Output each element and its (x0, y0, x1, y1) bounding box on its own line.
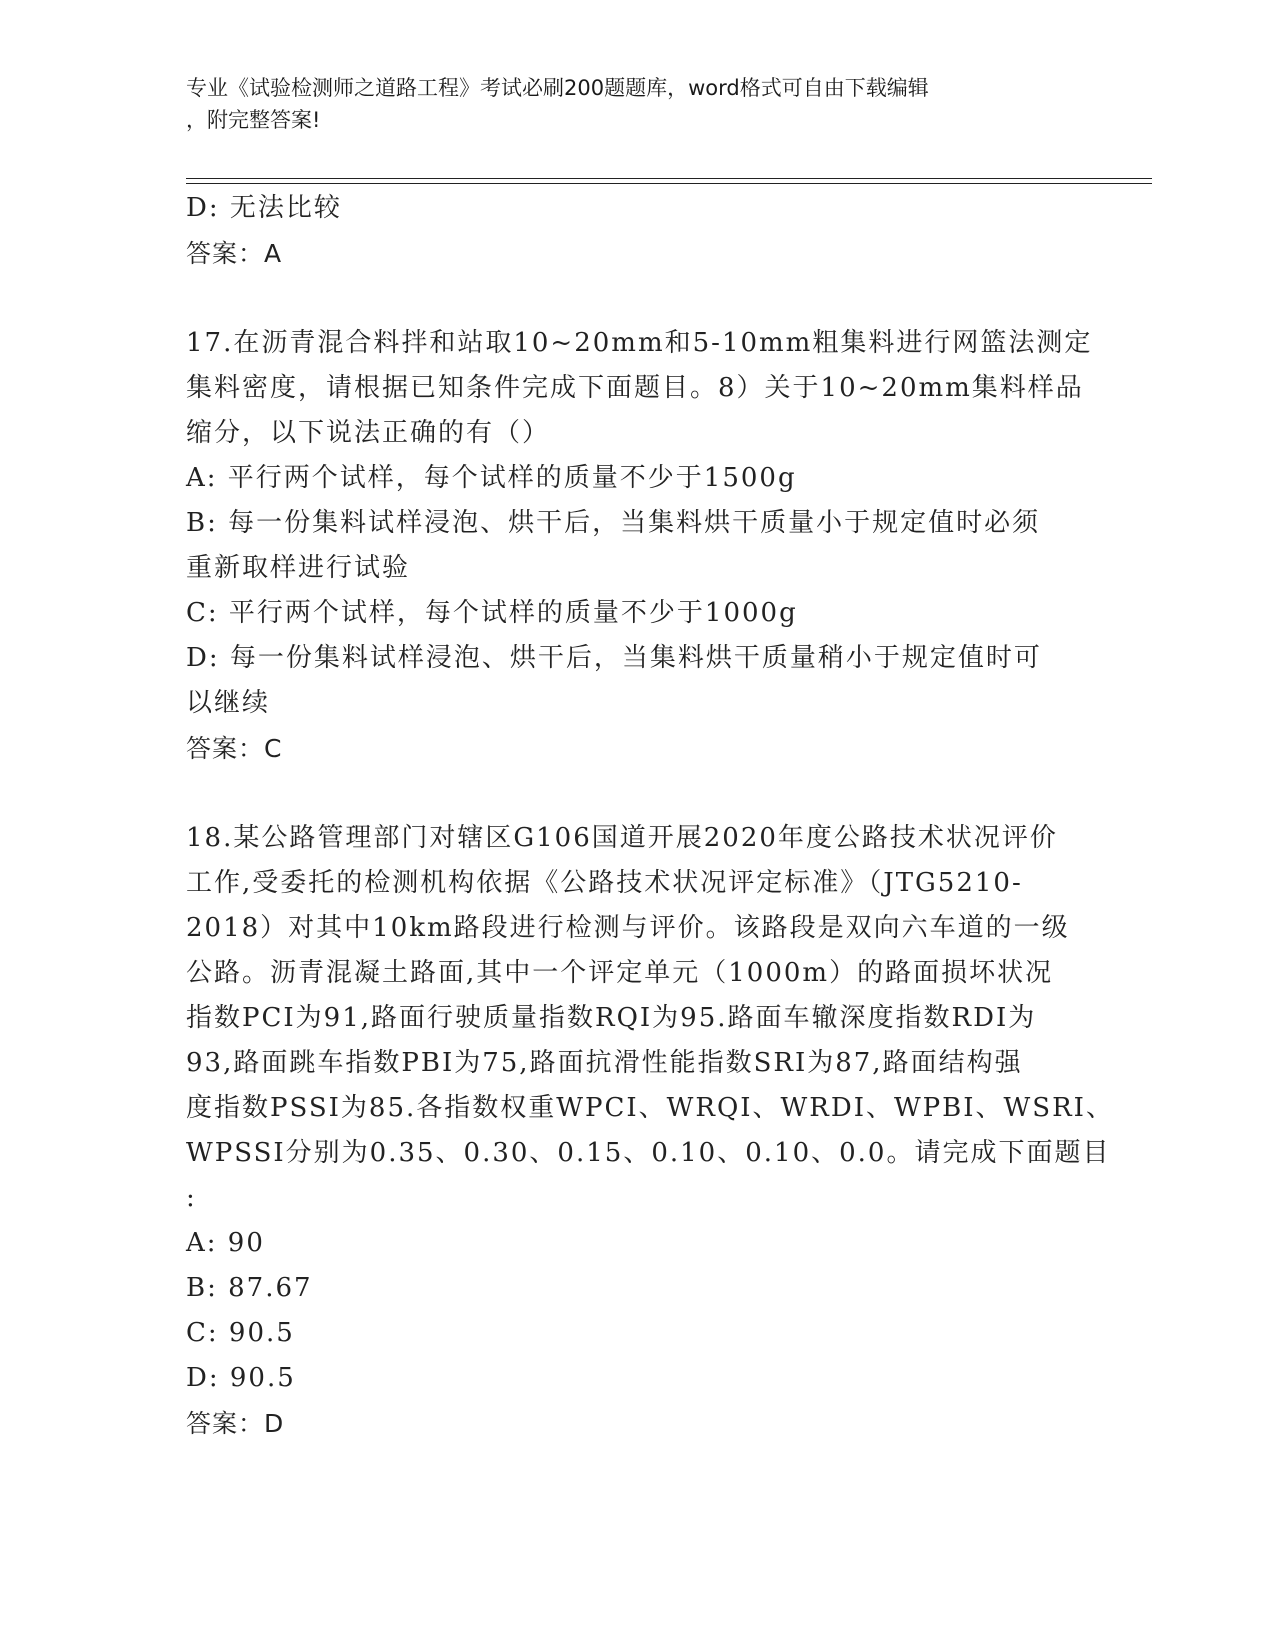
q18-stem-line: : (186, 1183, 197, 1213)
q18-answer: 答案：D (186, 1409, 285, 1438)
q18-stem-line: 工作,受委托的检测机构依据《公路技术状况评定标准》（JTG5210- (186, 868, 1023, 898)
q17-stem-line: 17.在沥青混合料拌和站取10~20mm和5-10mm粗集料进行网篮法测定 (186, 328, 1093, 358)
q17-option-b: B: 每一份集料试样浸泡、烘干后，当集料烘干质量小于规定值时必须 (186, 508, 1041, 538)
document-header (186, 72, 1066, 136)
q17-stem-line: 集料密度，请根据已知条件完成下面题目。8）关于10~20mm集料样品 (186, 373, 1084, 403)
header-title-line-1: 专业《试验检测师之道路工程》考试必刷200题题库，word格式可自由下载编辑 (186, 76, 929, 100)
q17-option-a: A: 平行两个试样，每个试样的质量不少于1500g (186, 463, 797, 493)
q18-stem-line: 2018）对其中10km路段进行检测与评价。该路段是双向六车道的一级 (186, 913, 1070, 943)
prev-option-d: D: 无法比较 (186, 193, 342, 223)
question-content (186, 186, 1114, 1446)
header-divider-bottom (186, 183, 1152, 184)
q18-stem-line: WPSSI分别为0.35、0.30、0.15、0.10、0.10、0.0。请完成下面题目 (186, 1138, 1111, 1168)
header-divider-top (186, 178, 1152, 179)
q18-stem-line: 公路。沥青混凝土路面,其中一个评定单元（1000m）的路面损坏状况 (186, 958, 1054, 988)
q17-option-c: C: 平行两个试样，每个试样的质量不少于1000g (186, 598, 798, 628)
q18-option-a: A: 90 (186, 1228, 265, 1258)
q17-option-d-cont: 以继续 (186, 688, 271, 718)
q18-option-c: C: 90.5 (186, 1318, 295, 1348)
question-18 (186, 816, 1114, 1446)
q18-stem-line: 18.某公路管理部门对辖区G106国道开展2020年度公路技术状况评价 (186, 823, 1058, 853)
prev-answer: 答案：A (186, 239, 283, 268)
q17-answer: 答案：C (186, 734, 283, 763)
q17-stem-line: 缩分，以下说法正确的有（） (186, 418, 551, 448)
q17-option-b-cont: 重新取样进行试验 (186, 553, 411, 583)
spacer (186, 276, 1066, 321)
q18-stem-line: 指数PCI为91,路面行驶质量指数RQI为95.路面车辙深度指数RDI为 (186, 1003, 1037, 1033)
header-title-line-2: ，附完整答案! (186, 108, 321, 132)
q18-option-b: B: 87.67 (186, 1273, 313, 1303)
question-17 (186, 321, 1093, 771)
q18-stem-line: 度指数PSSI为85.各指数权重WPCI、WRQI、WRDI、WPBI、WSRI、 (186, 1093, 1114, 1123)
q18-option-d: D: 90.5 (186, 1363, 296, 1393)
q17-option-d: D: 每一份集料试样浸泡、烘干后，当集料烘干质量稍小于规定值时可 (186, 643, 1042, 673)
q18-stem-line: 93,路面跳车指数PBI为75,路面抗滑性能指数SRI为87,路面结构强 (186, 1048, 1023, 1078)
spacer (186, 771, 1066, 816)
